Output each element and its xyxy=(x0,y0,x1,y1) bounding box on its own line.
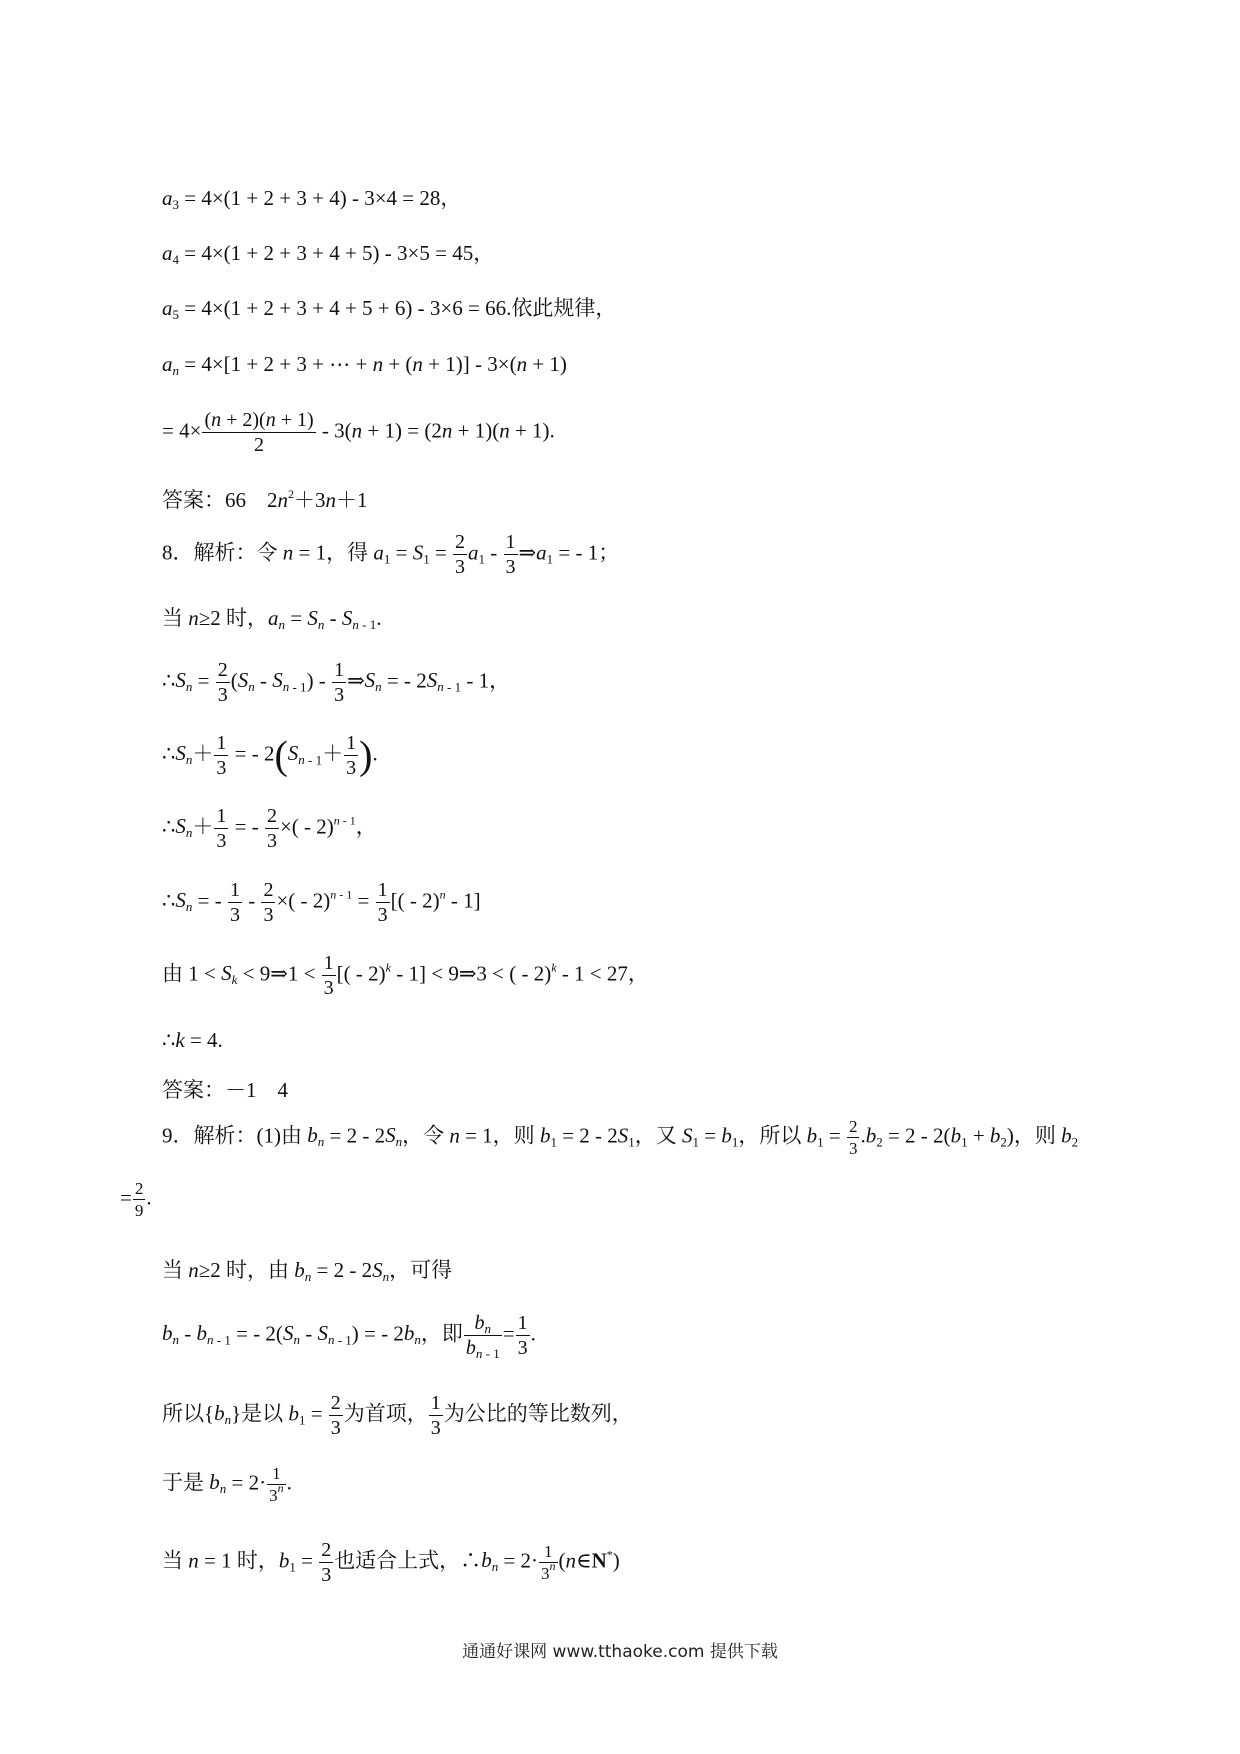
solution-9-start: 9．解析：(1)由 $b_n = 2 - 2S_n$，令 n = 1，则 $b_1 = 2 - 2S_1$，又 $S_1 = b_1$，所以 $b_1$ = $\frac{2}{3}$ $.b_2 = 2 - 2(b_1 + b_2)$，则 $b_2$ xyxy=(162,1117,1079,1158)
solution-8-step1: $\therefore S_n$ = $\frac{2}{3}$ ($S_n - S_n$ $_{- 1}$) - $\frac{1}{3}$ $\Rightarrow S_n$ = - $2S_n$ $_{- 1}$ - 1， xyxy=(162,659,511,706)
solution-9-ratio: $b_n - b_n$ $_{- 1}$ = - $2(S_n - S_n$ $_{- 1}$) = - $2b_n$，即 $\frac{b_n}{b_n _{- 1}}$ = $\frac{1}{3}$ . xyxy=(162,1312,536,1361)
solution-8-step5: 由 $1 < S_k$ < 9⇒1 < $\frac{1}{3}$ [( - 2)$^k$ - 1] < 9⇒3 < ( - 2)$^k$ - 1 < 27， xyxy=(162,952,649,999)
answer-7: 答案：66 $2n^2+3n+1$ xyxy=(162,487,368,512)
formula-an: $a_n = 4\times[1 + 2 + 3$ + ⋯ + n + (n + 1)] - 3×(n + 1) xyxy=(162,352,567,378)
solution-9-case: 当 n≥2 时，由 $b_n = 2 - 2S_n$，可得 xyxy=(162,1258,453,1284)
solution-9-geometric: 所以$\{b_n\}$是以 $b_1$ = $\frac{2}{3}$ 为首项， $\frac{1}{3}$ 为公比的等比数列， xyxy=(162,1392,633,1439)
solution-9-bn: 于是 $b_n = 2\cdot$ $\frac{1}{3^n}$ . xyxy=(162,1464,292,1505)
formula-a5: $a_5 = 4\times(1 + 2 + 3 + 4 + 5 + 6) - 3\times 6 = 66$.依此规律， xyxy=(162,296,617,322)
formula-an-result: = 4× $\frac{(n + 2)(n + 1)}{2}$ - 3(n + 1) = (2n + 1)(n + 1). xyxy=(162,409,555,456)
solution-8-start: 8．解析：令 n = 1，得 $a_1 = S_1$ = $\frac{2}{3}$ $a_1$ - $\frac{1}{3}$ $\Rightarrow a_1$ = - 1； xyxy=(162,531,620,578)
formula-a3: $a_3 = 4\times(1 + 2 + 3 + 4) - 3\times 4 = 28$， xyxy=(162,186,462,212)
solution-8-step2: $\therefore S_n+$ $\frac{1}{3}$ = - $2(S_n$ $_{- 1}$＋ $\frac{1}{3}$ ). xyxy=(162,732,378,779)
solution-8-step4: $\therefore S_n$ = - $\frac{1}{3}$ - $\frac{2}{3}$ ×( - 2)$^{n - 1}$ = $\frac{1}{3}$ [( - 2)$^n$ - 1] xyxy=(162,879,481,926)
answer-8: 答案：－1 4 xyxy=(162,1078,288,1102)
solution-8-k: ∴k = 4. xyxy=(162,1028,223,1052)
solution-8-case: 当 n≥2 时，$a_n = S_n - S_n$ $_{- 1}$. xyxy=(162,606,382,632)
solution-9-b2: = $\frac{2}{9}$ . xyxy=(120,1179,152,1220)
solution-9-conclusion: 当 n = 1 时，$b_1$ = $\frac{2}{3}$ 也适合上式，$\therefore b_n = 2\cdot$ $\frac{1}{3^n}$ (n∈N*) xyxy=(162,1539,620,1586)
formula-a4: $a_4 = 4\times(1 + 2 + 3 + 4 + 5) - 3\times 5 = 45$， xyxy=(162,241,495,267)
page-footer: 通通好课网 www.tthaoke.com 提供下载 xyxy=(462,1642,778,1662)
solution-8-step3: $\therefore S_n+$ $\frac{1}{3}$ = - $\frac{2}{3}$ ×( - 2)$^{n - 1}$， xyxy=(162,805,377,852)
